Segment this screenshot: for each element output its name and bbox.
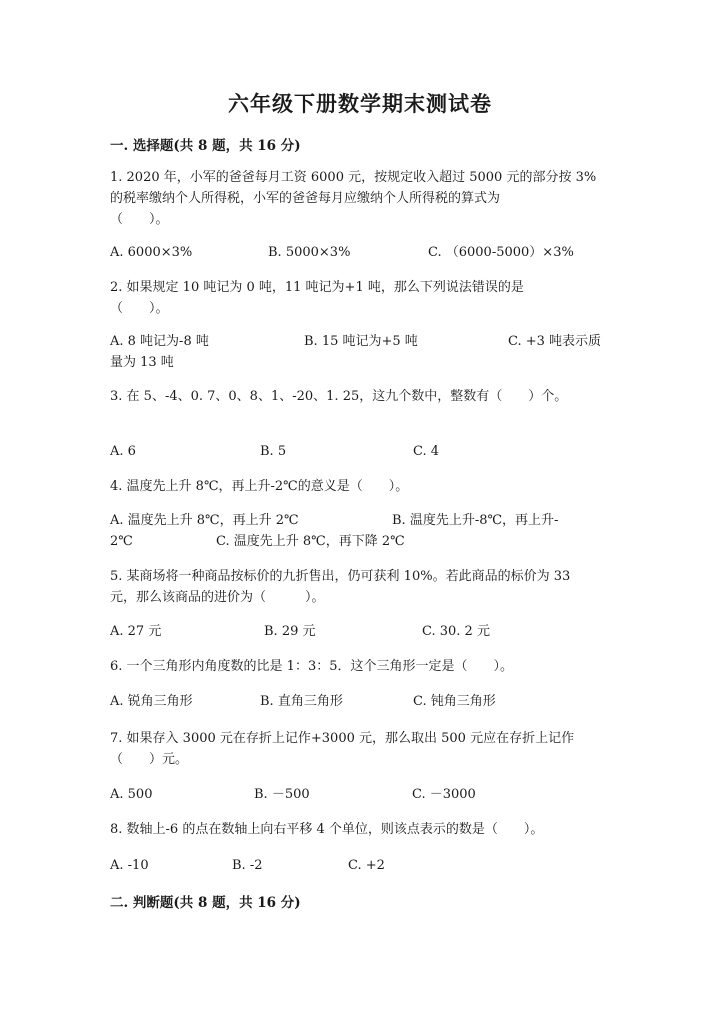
question-1-line-3: （ ）。 <box>110 212 169 227</box>
question-7-line-2: （ ）元。 <box>110 752 189 767</box>
option-a: A. 6000×3% <box>110 245 193 260</box>
question-6 <box>110 656 615 677</box>
question-6-line-1: 6. 一个三角形内角度数的比是 1：3：5．这个三角形一定是（ ）。 <box>110 659 513 674</box>
option-c: C. 4 <box>413 444 440 459</box>
option-a: A. 6 <box>110 444 136 459</box>
question-5 <box>110 566 615 608</box>
option-a: A. 温度先上升 8℃，再上升 2℃ <box>110 513 299 528</box>
option-b: B. 温度先上升-8℃，再上升- <box>392 513 559 528</box>
option-c: C. （6000-5000）×3% <box>428 245 574 260</box>
option-b: B. -2 <box>232 858 263 873</box>
option-c: C. +2 <box>348 858 385 873</box>
question-1-line-1: 1. 2020 年，小军的爸爸每月工资 6000 元，按规定收入超过 5000 元的部分按 3% <box>110 170 597 185</box>
option-a: A. 锐角三角形 <box>110 694 193 709</box>
option-a: A. -10 <box>110 858 149 873</box>
page-title: 六年级下册数学期末测试卷 <box>228 91 492 116</box>
question-5-line-1: 5. 某商场将一种商品按标价的九折售出，仍可获利 10%。若此商品的标价为 33 <box>110 569 571 584</box>
option-c: C. +3 吨表示质 <box>508 334 602 349</box>
option-b: B. 5000×3% <box>268 245 351 260</box>
option-b: B. 5 <box>260 444 287 459</box>
option-b: B. 29 元 <box>264 624 316 639</box>
section-heading-judgement: 二. 判断题(共 8 题，共 16 分) <box>110 895 301 911</box>
option-a: A. 8 吨记为-8 吨 <box>110 334 209 349</box>
question-1-line-2: 的税率缴纳个人所得税，小军的爸爸每月应缴纳个人所得税的算式为 <box>110 191 501 206</box>
question-2 <box>110 277 615 319</box>
option-c: C. 30. 2 元 <box>422 624 490 639</box>
option-a: A. 500 <box>110 787 153 802</box>
option-a: A. 27 元 <box>110 624 162 639</box>
option-b: B. 15 吨记为+5 吨 <box>304 334 418 349</box>
question-2-line-1: 2. 如果规定 10 吨记为 0 吨，11 吨记为+1 吨，那么下列说法错误的是 <box>110 280 524 295</box>
question-4-line-1: 4. 温度先上升 8℃，再上升-2℃的意义是（ ）。 <box>110 479 409 494</box>
option-c-continued: 量为 13 吨 <box>110 355 174 370</box>
question-7-line-1: 7. 如果存入 3000 元在存折上记作+3000 元，那么取出 500 元应在存折上记作 <box>110 731 575 746</box>
option-c: C. 温度先上升 8℃，再下降 2℃ <box>216 534 405 549</box>
option-c: C. 钝角三角形 <box>413 694 496 709</box>
question-3 <box>110 386 615 407</box>
option-c: C. －3000 <box>412 787 476 802</box>
question-3-line-1: 3. 在 5、-4、0. 7、0、8、1、-20、1. 25，这九个数中，整数有（ ）个。 <box>110 389 568 404</box>
question-5-line-2: 元，那么该商品的进价为（ ）。 <box>110 590 325 605</box>
question-4 <box>110 476 615 497</box>
option-b-continued: 2℃ <box>110 534 133 549</box>
question-8 <box>110 819 615 840</box>
option-b: B. －500 <box>254 787 310 802</box>
question-1 <box>110 167 615 230</box>
question-8-line-1: 8. 数轴上-6 的点在数轴上向右平移 4 个单位，则该点表示的数是（ ）。 <box>110 822 544 837</box>
question-7 <box>110 728 615 770</box>
section-heading-choice: 一. 选择题(共 8 题，共 16 分) <box>110 138 301 154</box>
question-2-line-2: （ ）。 <box>110 301 169 316</box>
option-b: B. 直角三角形 <box>260 694 343 709</box>
